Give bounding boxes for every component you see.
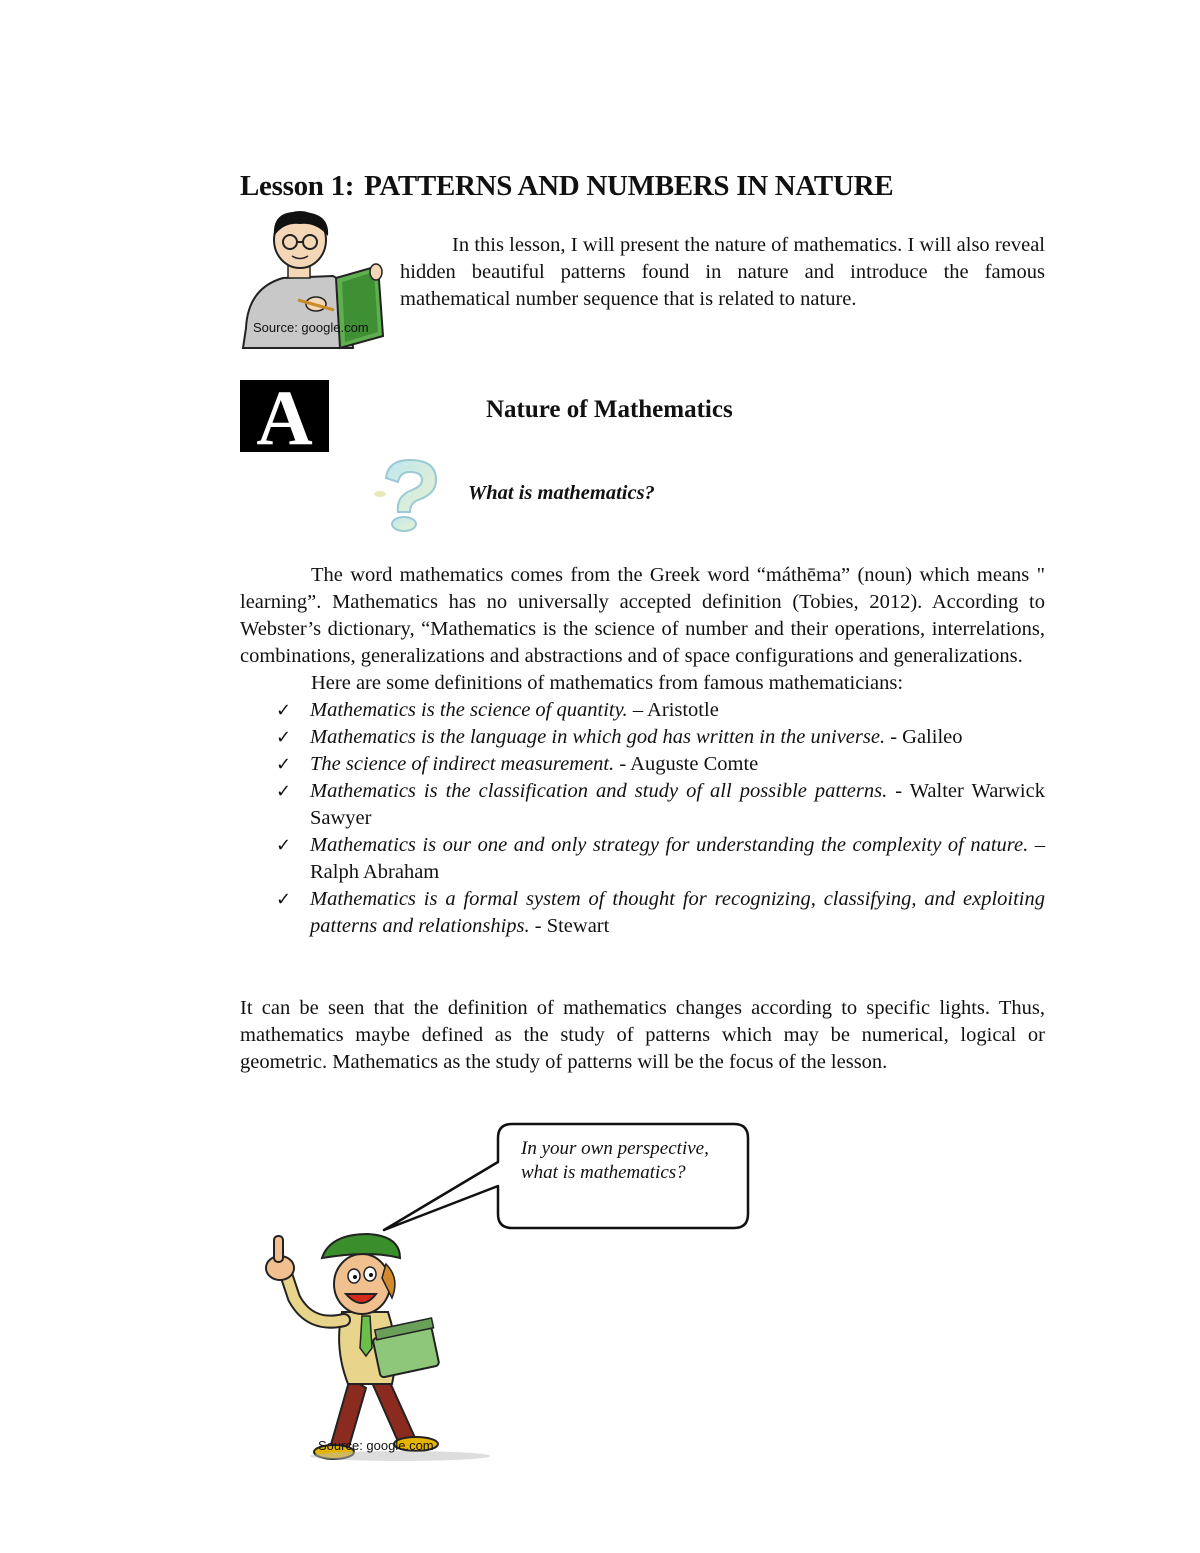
speech-bubble-text xyxy=(521,1137,741,1185)
definition-author: - Galileo xyxy=(885,726,963,748)
list-item xyxy=(240,751,1045,778)
lesson-number: Lesson 1: xyxy=(240,170,355,202)
section-title: Nature of Mathematics xyxy=(486,396,733,423)
checkmark-icon: ✓ xyxy=(276,727,292,748)
list-item xyxy=(240,724,1045,751)
list-item xyxy=(240,697,1045,724)
definition-author: - Stewart xyxy=(529,915,610,937)
list-item xyxy=(240,886,1045,940)
lesson-name: PATTERNS AND NUMBERS IN NATURE xyxy=(364,170,894,202)
professor-cartoon-illustration xyxy=(250,1228,510,1468)
definition-quote: Mathematics is our one and only strategy for understanding the complexity of nature. xyxy=(310,834,1029,856)
question-mark-icon xyxy=(366,456,448,534)
lesson-title xyxy=(240,170,893,203)
definition-quote: Mathematics is a formal system of thought for recognizing, classifying, and exploiting patterns and relationships. xyxy=(310,888,1045,937)
checkmark-icon: ✓ xyxy=(276,781,292,802)
question-heading: What is mathematics? xyxy=(468,482,655,504)
definitions-list xyxy=(240,697,1045,940)
intro-image-source: Source: google.com xyxy=(253,320,369,335)
checkmark-icon: ✓ xyxy=(276,700,292,721)
definition-quote: The science of indirect measurement. xyxy=(310,753,615,775)
list-item xyxy=(240,832,1045,886)
definition-author: - Walter Warwick Sawyer xyxy=(310,780,1045,829)
etymology-paragraph: The word mathematics comes from the Greek word “máthēma” (noun) which means " learning”. Mathematics has no universally accepted definition (Tobies, 2012). According to Webster’s dictionary, “Mathematics is the science of number and their operations, interrelations, combinations, generalizations and abstractions and of space configurations and generalizations. xyxy=(240,564,1045,667)
definition-quote: Mathematics is the science of quantity. xyxy=(310,699,628,721)
definition-quote: Mathematics is the classification and study of all possible patterns. xyxy=(310,780,888,802)
checkmark-icon: ✓ xyxy=(276,889,292,910)
conclusion-paragraph: It can be seen that the definition of mathematics changes according to specific lights. Thus, mathematics maybe defined as the study of patterns which may be numerical, logical or geometric. Mathematics as the study of patterns will be the focus of the lesson. xyxy=(240,997,1045,1073)
cartoon-image-source: Source: google.com xyxy=(318,1438,434,1453)
definition-author: - Auguste Comte xyxy=(614,753,759,775)
checkmark-icon: ✓ xyxy=(276,835,292,856)
list-item xyxy=(240,778,1045,832)
section-letter-badge: A xyxy=(240,380,329,452)
definition-author: – Aristotle xyxy=(627,699,719,721)
intro-paragraph: In this lesson, I will present the nature of mathematics. I will also reveal hidden beautiful patterns found in nature and introduce the famous mathematical number sequence that is related to nature. xyxy=(400,234,1045,310)
speech-line-2: what is mathematics? xyxy=(521,1162,686,1183)
definition-quote: Mathematics is the language in which god has written in the universe. xyxy=(310,726,886,748)
speech-line-1: In your own perspective, xyxy=(521,1138,709,1159)
definitions-intro: Here are some definitions of mathematics from famous mathematicians: xyxy=(311,672,904,694)
checkmark-icon: ✓ xyxy=(276,754,292,775)
definition-author: – Ralph Abraham xyxy=(310,834,1046,883)
body-content xyxy=(240,562,1045,940)
